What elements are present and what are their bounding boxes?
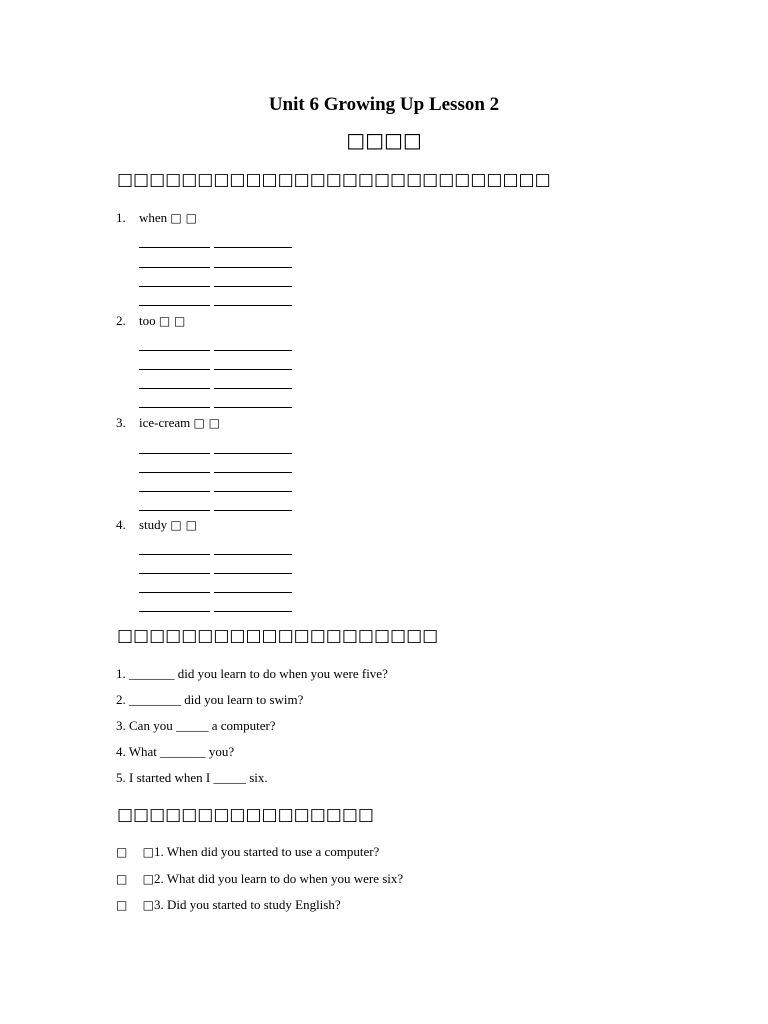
answer-bracket[interactable]: □ □ <box>116 845 154 859</box>
section-2-title: □□□□□□□□□□□□□□□□□□□□ <box>117 626 439 646</box>
section-3-title: □□□□□□□□□□□□□□□□ <box>117 805 374 825</box>
fill-in-line: 4. What _______ you? <box>116 744 235 759</box>
fill-in-line: 2. ________ did you learn to swim? <box>116 692 304 707</box>
item-4-blank-row[interactable] <box>139 611 292 612</box>
item-1-word: when □ □ <box>139 210 197 225</box>
item-2-blank-row[interactable] <box>139 407 292 408</box>
item-2-blank-row[interactable] <box>139 388 292 389</box>
item-3-bracket: □ □ <box>193 416 220 430</box>
item-2-bracket: □ □ <box>158 314 186 328</box>
item-1-bracket: □ □ <box>170 211 197 225</box>
item-1-blank-row[interactable] <box>139 247 292 248</box>
fill-in-line: 3. Can you _____ a computer? <box>116 718 276 733</box>
page-title: Unit 6 Growing Up Lesson 2 <box>268 94 500 115</box>
item-2-number: 2. <box>116 313 126 328</box>
item-4-blank-row[interactable] <box>139 573 292 574</box>
item-4-blank-row[interactable] <box>139 592 292 593</box>
judgement-line: □ □3. Did you started to study English? <box>116 897 341 912</box>
fill-in-line: 5. I started when I _____ six. <box>116 770 268 785</box>
judgement-line: □ □1. When did you started to use a computer? <box>116 844 380 859</box>
item-3-blank-row[interactable] <box>139 453 292 454</box>
judgement-line: □ □2. What did you learn to do when you were six? <box>116 871 404 886</box>
answer-bracket[interactable]: □ □ <box>116 872 154 886</box>
item-3-blank-row[interactable] <box>139 491 292 492</box>
item-1-blank-row[interactable] <box>139 286 292 287</box>
item-3-number: 3. <box>116 415 126 430</box>
fill-in-line: 1. _______ did you learn to do when you were five? <box>116 666 388 681</box>
answer-bracket[interactable]: □ □ <box>116 898 154 912</box>
item-4-word: study □ □ <box>139 517 197 532</box>
item-1-blank-row[interactable] <box>139 267 292 268</box>
section-1-title: □□□□□□□□□□□□□□□□□□□□□□□□□□□ <box>117 170 551 190</box>
item-2-blank-row[interactable] <box>139 350 292 351</box>
item-3-blank-row[interactable] <box>139 472 292 473</box>
item-4-blank-row[interactable] <box>139 554 292 555</box>
page-subtitle: □□□□ <box>346 128 422 152</box>
item-3-word: ice-cream □ □ <box>139 415 220 430</box>
item-1-number: 1. <box>116 210 126 225</box>
item-2-blank-row[interactable] <box>139 369 292 370</box>
item-4-number: 4. <box>116 517 126 532</box>
item-3-blank-row[interactable] <box>139 510 292 511</box>
item-2-word: too □ □ <box>139 313 186 328</box>
item-1-blank-row[interactable] <box>139 305 292 306</box>
item-4-bracket: □ □ <box>170 518 197 532</box>
